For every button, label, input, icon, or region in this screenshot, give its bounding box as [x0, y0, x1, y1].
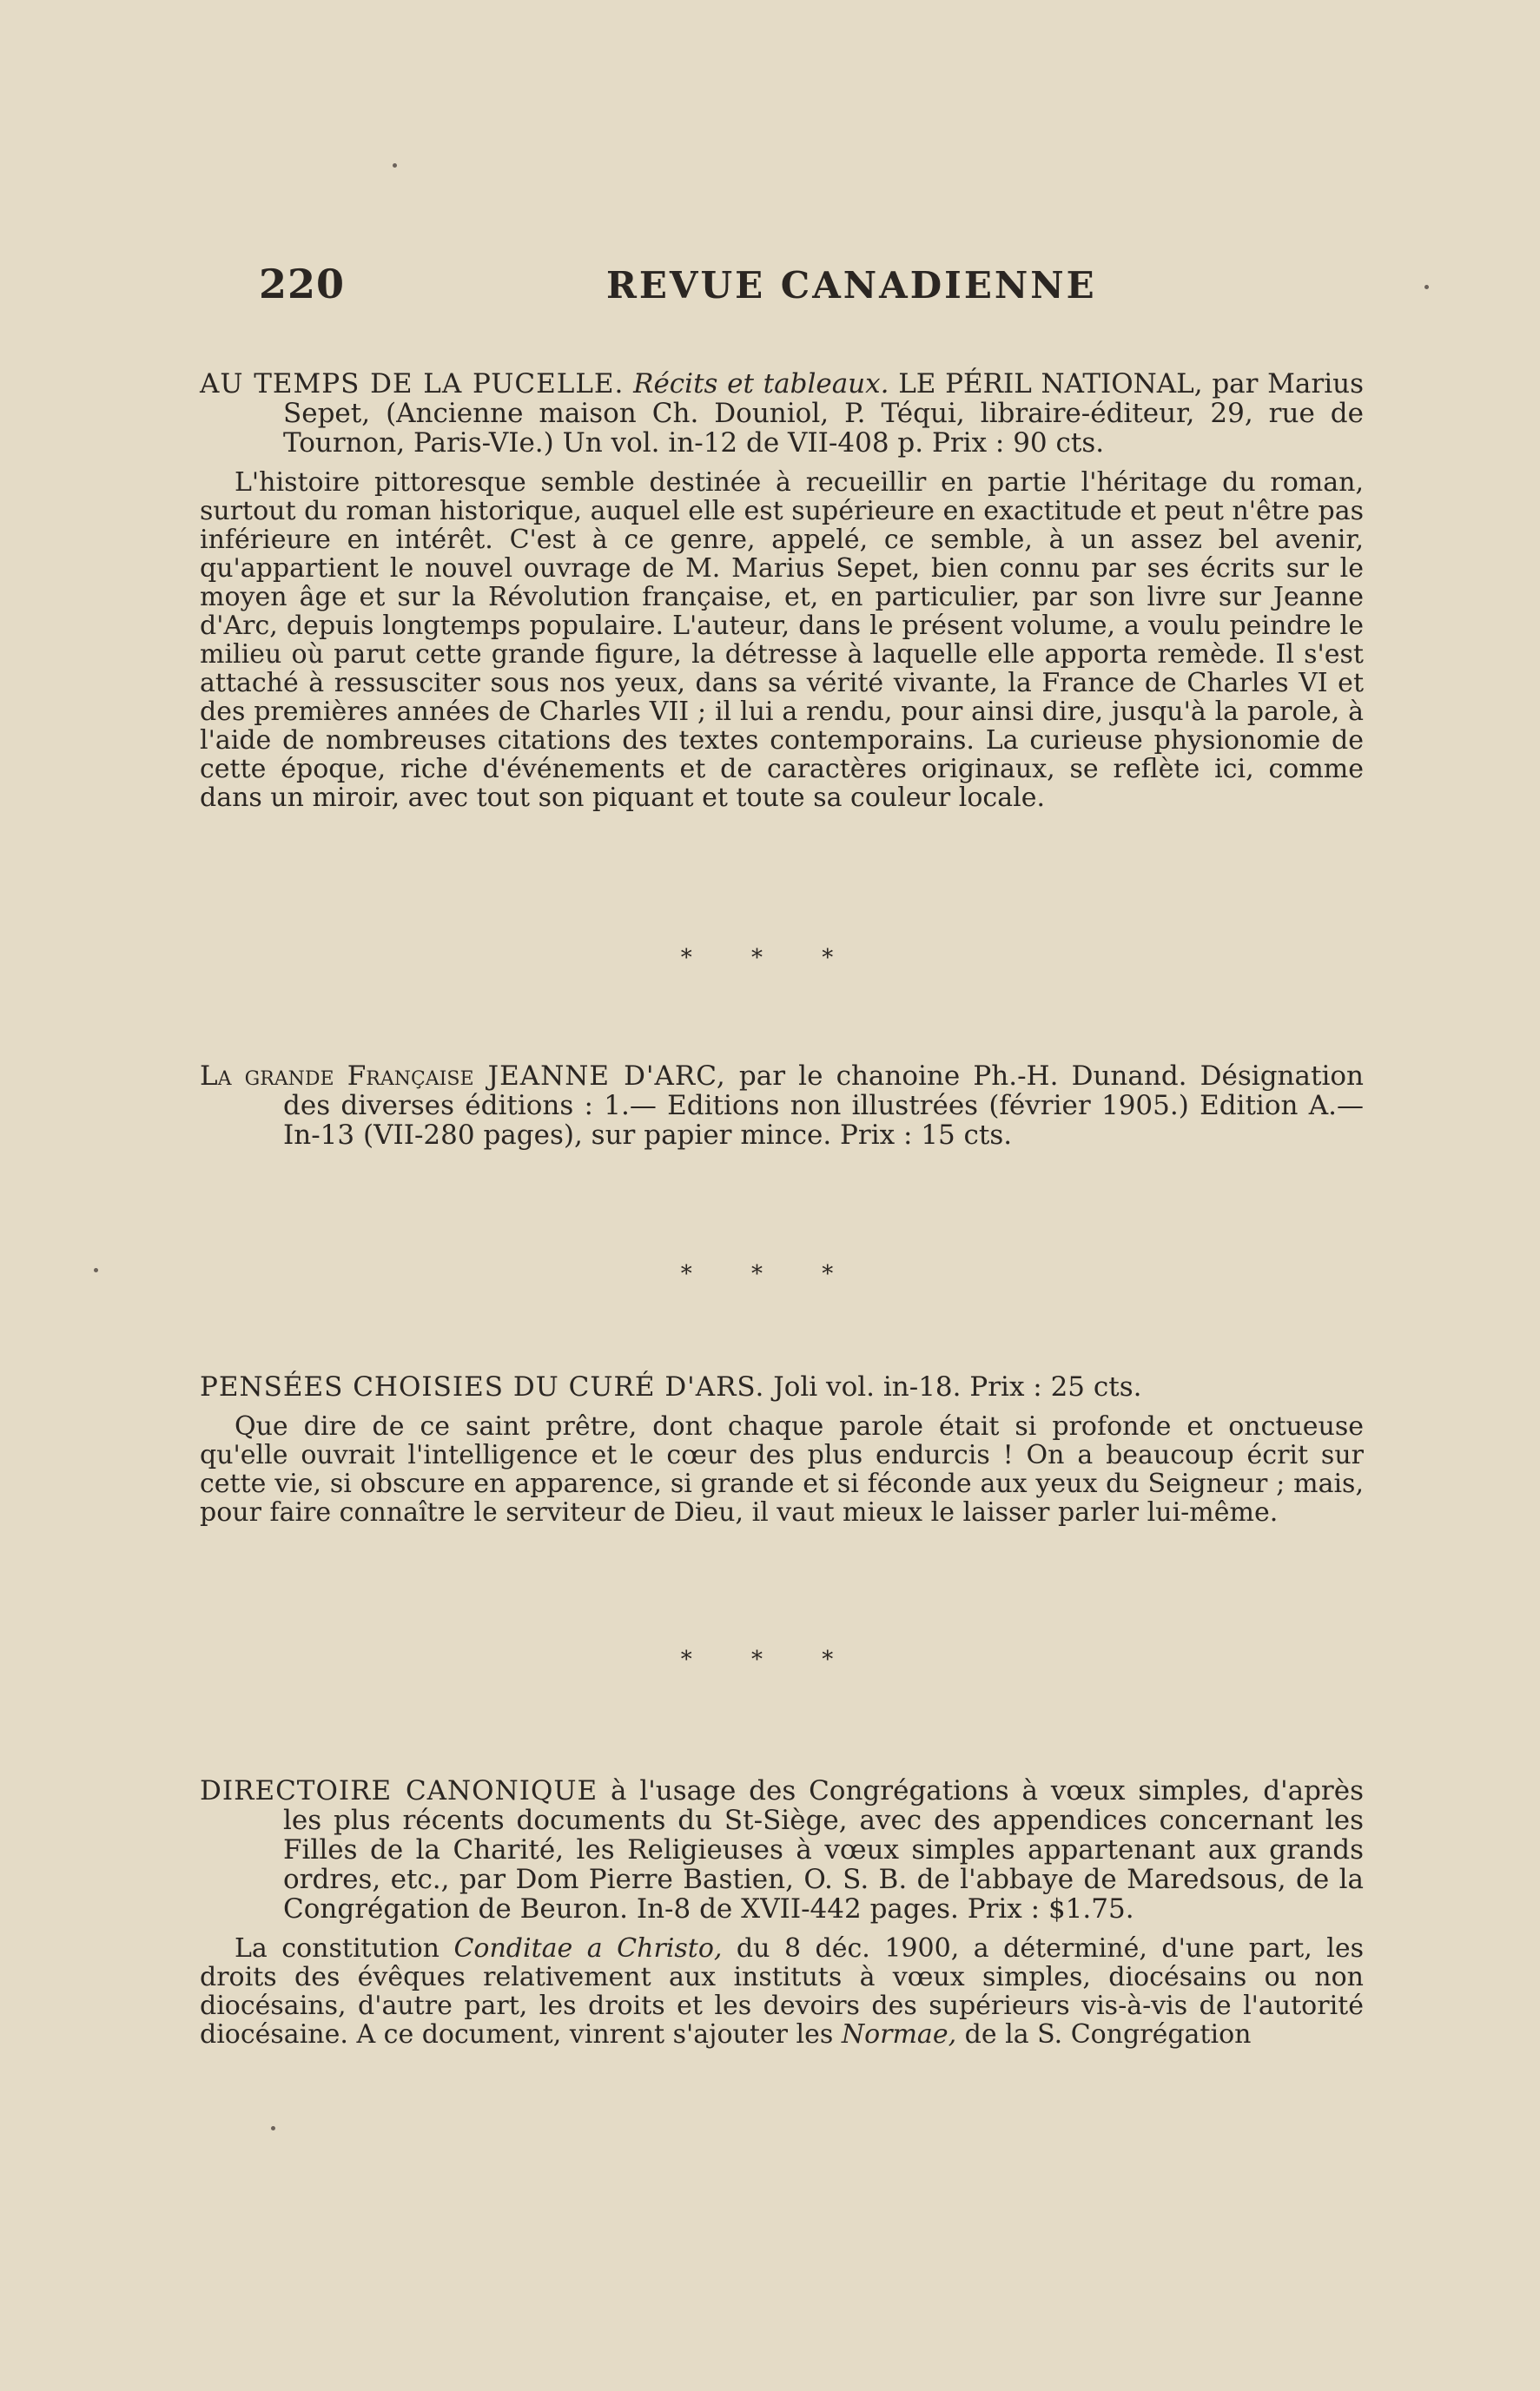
entry-title: DIRECTOIRE CANONIQUE	[200, 1775, 598, 1806]
review-entry-4	[200, 1776, 1364, 2049]
section-separator: * * *	[680, 1261, 860, 1287]
entry-heading	[200, 1776, 1364, 1924]
entry-bibliographic-info: à l'usage des Congrégations à vœux simples, d'après les plus récents documents du St-Siège, avec des appendices concernant les Filles de la Charité, les Religieuses à vœux simples appartenant aux grands ordres, etc., par Dom Pierre Bastien, O. S. B. de l'abbaye de Maredsous, de la Congrégation de Beuron. In-8 de XVII-442 pages. Prix : $1.75.	[283, 1775, 1365, 1925]
entry-body: L'histoire pittoresque semble destinée à recueillir en partie l'héritage du roman, surtout du roman historique, auquel elle est supérieure en exactitude et peut n'être pas inférieure en intérêt. C'est à ce genre, appelé, ce semble, à un assez bel avenir, qu'appartient le nouvel ouvrage de M. Marius Sepet, bien connu par ses écrits sur le moyen âge et sur la Révolution française, et, en particulier, par son livre sur Jeanne d'Arc, depuis longtemps populaire. L'auteur, dans le présent volume, a voulu peindre le milieu où parut cette grande figure, la détresse à laquelle elle apporta remède. Il s'est attaché à ressusciter sous nos yeux, dans sa vérité vivante, la France de Charles VI et des premières années de Charles VII ; il lui a rendu, pour ainsi dire, jusqu'à la parole, à l'aide de nombreuses citations des textes contemporains. La curieuse physionomie de cette époque, riche d'événements et de caractères originaux, se reflète ici, comme dans un miroir, avec tout son piquant et toute sa couleur locale.	[200, 467, 1364, 813]
entry-body-italic: Conditae a Christo,	[453, 1933, 723, 1964]
entry-bibliographic-info: par le chanoine Ph.-H. Dunand. Désignation des diverses éditions : 1.— Editions non illustrées (février 1905.) Edition A.—In-13 (VII-280 pages), sur papier mince. Prix : 15 cts.	[283, 1060, 1364, 1151]
paper-speck	[94, 1268, 98, 1272]
entry-bibliographic-info: Joli vol. in-18. Prix : 25 cts.	[764, 1371, 1142, 1403]
paper-speck	[271, 2126, 275, 2130]
entry-title: JEANNE D'ARC,	[473, 1060, 726, 1092]
entry-title-prefix: La grande Française	[200, 1060, 474, 1092]
section-separator: * * *	[680, 945, 860, 971]
review-entry-3	[200, 1372, 1364, 1527]
review-entry-1	[200, 369, 1364, 812]
entry-body-italic: Normae,	[841, 2019, 957, 2050]
review-entry-2	[200, 1061, 1364, 1150]
running-title: REVUE CANADIENNE	[606, 264, 1097, 307]
entry-body	[200, 1934, 1364, 2049]
entry-subtitle: Récits et tableaux.	[633, 368, 889, 400]
section-separator: * * *	[680, 1647, 860, 1673]
entry-bibliographic-info: LE PÉRIL NATIONAL, par Marius Sepet, (Ancienne maison Ch. Douniol, P. Téqui, libraire-éditeur, 29, rue de Tournon, Paris-VIe.) Un vol. in-12 de VII-408 p. Prix : 90 cts.	[283, 368, 1364, 459]
page-header	[259, 261, 1301, 321]
entry-title: AU TEMPS DE LA PUCELLE.	[200, 368, 625, 400]
entry-body-text: du 8 déc. 1900, a déterminé, d'une part, les droits des évêques relativement aux instituts à vœux simples, diocésains ou non diocésains, d'autre part, les droits et les devoirs des supérieurs vis-à-vis de l'autorité diocésaine. A ce document, vinrent s'ajouter les	[200, 1933, 1364, 2050]
paper-speck	[1424, 285, 1429, 289]
entry-body: Que dire de ce saint prêtre, dont chaque parole était si profonde et onctueuse qu'elle ouvrait l'intelligence et le cœur des plus endurcis ! On a beaucoup écrit sur cette vie, si obscure en apparence, si grande et si féconde aux yeux du Seigneur ; mais, pour faire connaître le serviteur de Dieu, il vaut mieux le laisser parler lui-même.	[200, 1411, 1364, 1528]
page-number: 220	[259, 261, 346, 307]
entry-heading	[200, 369, 1364, 458]
entry-title: PENSÉES CHOISIES DU CURÉ D'ARS.	[200, 1371, 765, 1403]
entry-body-text: La constitution	[235, 1933, 454, 1964]
paper-speck	[393, 163, 397, 168]
entry-heading	[200, 1372, 1364, 1402]
entry-body-text: de la S. Congrégation	[956, 2019, 1252, 2050]
entry-heading	[200, 1061, 1364, 1150]
